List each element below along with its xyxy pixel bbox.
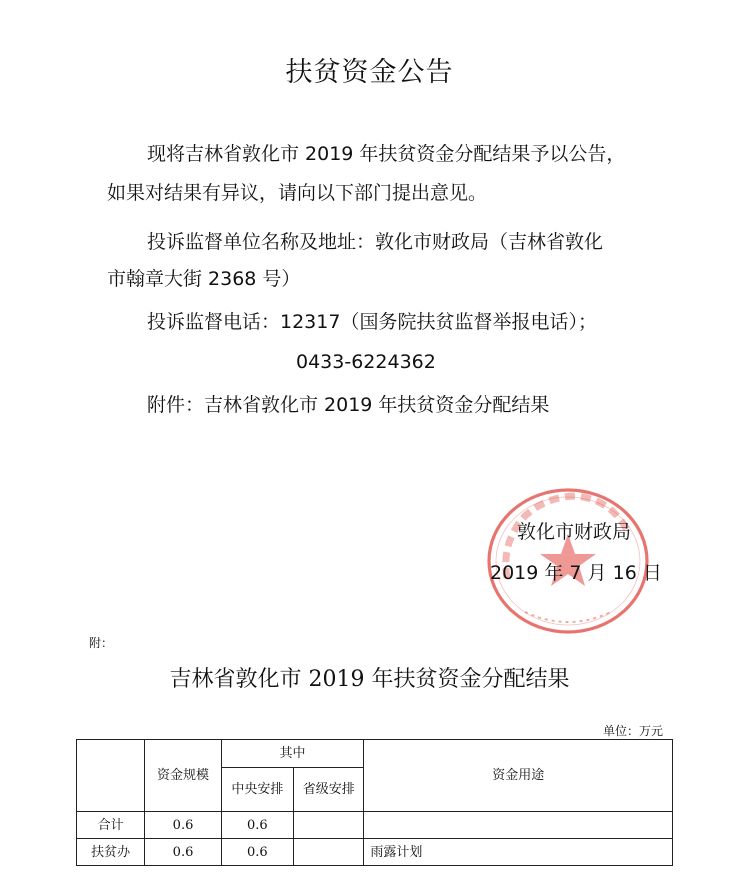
row-usage: 雨露计划 bbox=[364, 839, 673, 866]
header-provincial: 省级安排 bbox=[294, 768, 364, 812]
paragraph-complaint-address-line1: 投诉监督单位名称及地址：敦化市财政局（吉林省敦化 bbox=[147, 231, 604, 253]
row-scale: 0.6 bbox=[145, 839, 221, 866]
unit-label: 单位：万元 bbox=[603, 724, 664, 738]
row-central: 0.6 bbox=[221, 812, 293, 839]
paragraph-announcement-line2: 如果对结果有异议，请向以下部门提出意见。 bbox=[107, 182, 488, 204]
paragraph-complaint-address-line2: 市翰章大街 2368 号） bbox=[107, 268, 301, 290]
row-scale: 0.6 bbox=[145, 812, 221, 839]
notice-title: 扶贫资金公告 bbox=[285, 57, 454, 88]
paragraph-attachment-reference: 附件：吉林省敦化市 2019 年扶贫资金分配结果 bbox=[147, 394, 550, 416]
row-name: 扶贫办 bbox=[77, 839, 145, 866]
row-provincial bbox=[294, 839, 364, 866]
row-provincial bbox=[294, 812, 364, 839]
table-row bbox=[77, 812, 673, 839]
header-blank-cell bbox=[77, 740, 145, 812]
row-usage bbox=[364, 812, 673, 839]
header-usage: 资金用途 bbox=[364, 740, 673, 812]
signature-organization: 敦化市财政局 bbox=[517, 521, 632, 543]
row-name: 合计 bbox=[77, 812, 145, 839]
signature-date: 2019 年 7 月 16 日 bbox=[490, 562, 662, 584]
header-central: 中央安排 bbox=[221, 768, 293, 812]
paragraph-announcement-line1: 现将吉林省敦化市 2019 年扶贫资金分配结果予以公告， bbox=[147, 143, 626, 165]
attachment-title: 吉林省敦化市 2019 年扶贫资金分配结果 bbox=[169, 667, 570, 692]
allocation-table bbox=[76, 739, 673, 866]
table-header-row bbox=[77, 740, 673, 768]
paragraph-complaint-phone-line2: 0433-6224362 bbox=[296, 351, 436, 373]
row-central: 0.6 bbox=[221, 839, 293, 866]
paragraph-complaint-phone-line1: 投诉监督电话：12317（国务院扶贫监督举报电话）； bbox=[147, 311, 597, 333]
table-row bbox=[77, 839, 673, 866]
header-of-which: 其中 bbox=[221, 740, 364, 768]
attachment-label: 附： bbox=[89, 636, 114, 650]
header-scale: 资金规模 bbox=[145, 740, 221, 812]
